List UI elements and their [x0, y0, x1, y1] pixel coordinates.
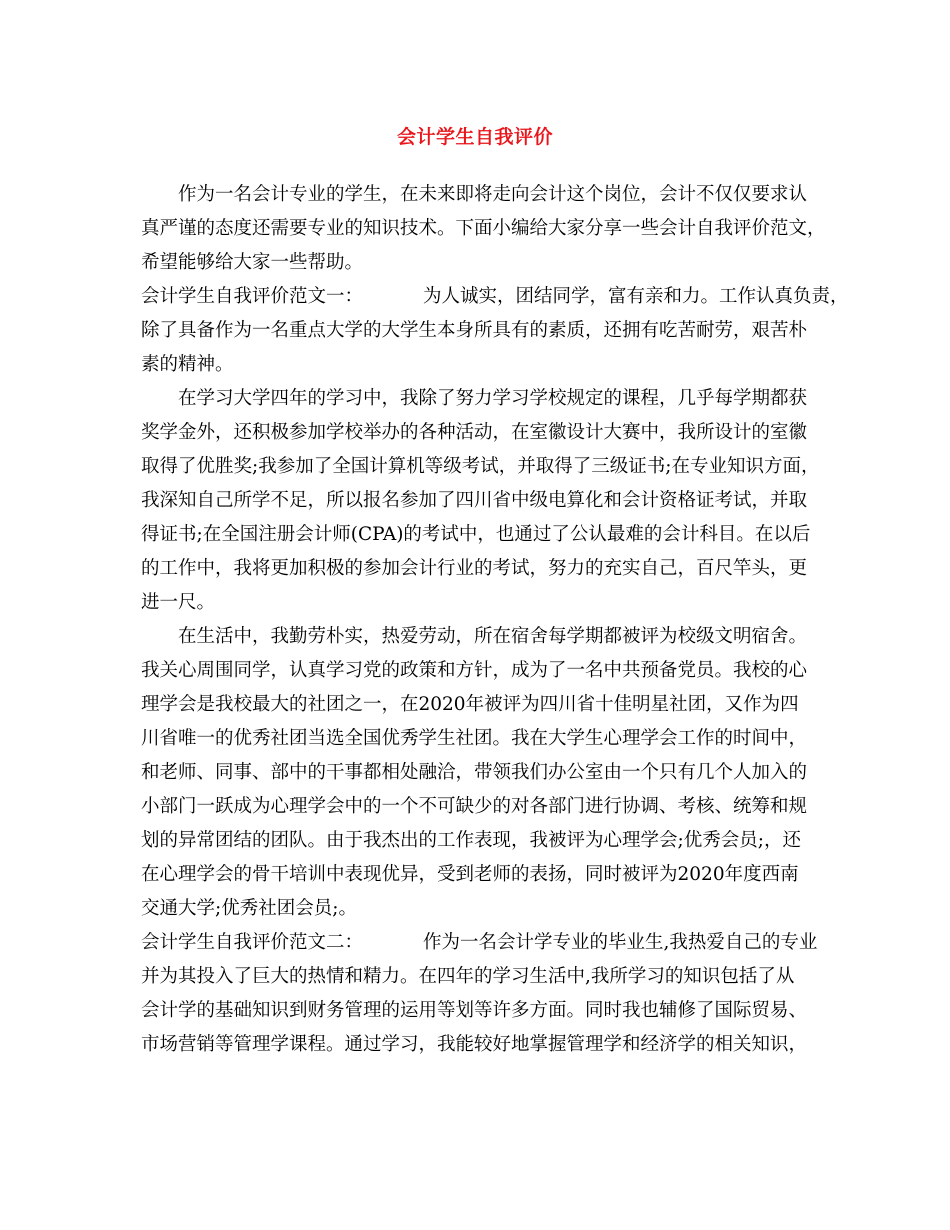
paragraph-line: [141, 926, 831, 960]
section-heading-two: 会计学生自我评价范文二：: [141, 932, 364, 953]
paragraph-line: 我深知自己所学不足，所以报名参加了四川省中级电算化和会计资格证考试，并取: [141, 490, 808, 511]
paragraph-line: 真严谨的态度还需要专业的知识技术。下面小编给大家分享一些会计自我评价范文，: [141, 218, 826, 239]
paragraph-line: 在学习大学四年的学习中，我除了努力学习学校规定的课程，几乎每学期都获: [178, 388, 808, 409]
document-body: [141, 178, 849, 1062]
paragraph-line: 和老师、同事、部中的干事都相处融洽，带领我们办公室由一个只有几个人加入的: [141, 762, 808, 783]
paragraph-line: 并为其投入了巨大的热情和精力。在四年的学习生活中,我所学习的知识包括了从: [141, 966, 795, 987]
paragraph-line: 进一尺。: [141, 592, 216, 613]
paragraph-line: 川省唯一的优秀社团当选全国优秀学生社团。我在大学生心理学会工作的时间中，: [141, 728, 808, 749]
paragraph-line: 除了具备作为一名重点大学的大学生本身所具有的素质，还拥有吃苦耐劳，艰苦朴: [141, 320, 808, 341]
paragraph-line: 在生活中，我勤劳朴实，热爱劳动，所在宿舍每学期都被评为校级文明宿舍。: [178, 626, 808, 647]
section-two-text: 作为一名会计学专业的毕业生,我热爱自己的专业: [423, 932, 818, 953]
paragraph-line: 得证书;在全国注册会计师(CPA)的考试中，也通过了公认最难的会计科目。在以后: [141, 524, 811, 545]
paragraph-line: 我关心周围同学，认真学习党的政策和方针，成为了一名中共预备党员。我校的心: [141, 660, 808, 681]
paragraph-line: 的工作中，我将更加积极的参加会计行业的考试，努力的充实自己，百尺竿头，更: [141, 558, 808, 579]
paragraph-line: 小部门一跃成为心理学会中的一个不可缺少的对各部门进行协调、考核、统筹和规: [141, 796, 808, 817]
paragraph-line: 取得了优胜奖;我参加了全国计算机等级考试，并取得了三级证书;在专业知识方面，: [141, 456, 820, 477]
paragraph-line: 希望能够给大家一些帮助。: [141, 252, 364, 273]
document-title: 会计学生自我评价: [396, 126, 553, 148]
paragraph-line: [141, 280, 849, 314]
paragraph-line: 市场营销等管理学课程。通过学习，我能较好地掌握管理学和经济学的相关知识，: [141, 1034, 808, 1055]
paragraph-line: 会计学的基础知识到财务管理的运用等划等许多方面。同时我也辅修了国际贸易、: [141, 1000, 808, 1021]
section-one-text: 为人诚实，团结同学，富有亲和力。工作认真负责，: [423, 286, 849, 307]
paragraph-line: 划的异常团结的团队。由于我杰出的工作表现，我被评为心理学会;优秀会员;，还: [141, 830, 801, 851]
paragraph-line: 作为一名会计专业的学生，在未来即将走向会计这个岗位，会计不仅仅要求认: [178, 184, 808, 205]
paragraph-line: 素的精神。: [141, 354, 234, 375]
section-heading-one: 会计学生自我评价范文一：: [141, 286, 364, 307]
paragraph-line: 理学会是我校最大的社团之一，在2020年被评为四川省十佳明星社团，又作为四: [141, 694, 799, 715]
paragraph-line: 在心理学会的骨干培训中表现优异，受到老师的表扬，同时被评为2020年度西南: [141, 864, 799, 885]
paragraph-line: 交通大学;优秀社团会员;。: [141, 898, 357, 919]
paragraph-line: 奖学金外，还积极参加学校举办的各种活动，在室徽设计大赛中，我所设计的室徽: [141, 422, 808, 443]
